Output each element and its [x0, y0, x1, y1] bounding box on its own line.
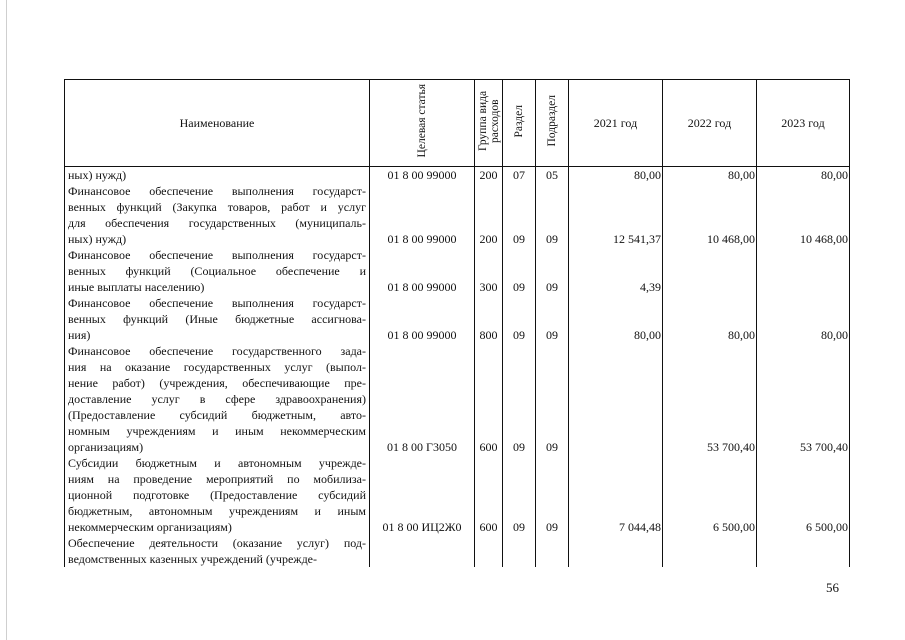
item-name-cell [65, 535, 370, 567]
target-article-cell: 01 8 00 99000 [370, 167, 475, 184]
amount-2021-cell: 12 541,37 [569, 183, 663, 247]
page-edge [6, 0, 7, 640]
amount-2023-cell [757, 535, 850, 567]
item-name-line: венных функций (Закупка товаров, работ и услуг [68, 200, 366, 214]
subsection-cell: 05 [536, 167, 569, 184]
expense-group-cell: 300 [475, 247, 503, 295]
item-name-line: для обеспечения государственных (муниципаль- [68, 216, 366, 230]
item-name-cell [65, 247, 370, 295]
budget-table [64, 79, 850, 567]
item-name-cell [65, 295, 370, 343]
target-article-cell [370, 535, 475, 567]
header-section: Раздел [503, 80, 536, 167]
section-cell: 09 [503, 455, 536, 535]
subsection-cell: 09 [536, 183, 569, 247]
section-cell: 09 [503, 183, 536, 247]
table-row [65, 455, 850, 535]
amount-2021-cell: 4,39 [569, 247, 663, 295]
amount-2022-cell: 80,00 [663, 167, 757, 184]
target-article-cell: 01 8 00 99000 [370, 183, 475, 247]
header-year-2023: 2023 год [757, 80, 850, 167]
item-name-line: Финансовое обеспечение выполнения государст- [68, 248, 366, 262]
target-article-cell: 01 8 00 Г3050 [370, 343, 475, 455]
amount-2023-cell: 80,00 [757, 295, 850, 343]
header-subsection: Подраздел [536, 80, 569, 167]
item-name-line: номным учреждениям и иным некоммерческим [68, 424, 366, 438]
table-row [65, 535, 850, 567]
amount-2023-cell: 53 700,40 [757, 343, 850, 455]
section-cell [503, 535, 536, 567]
amount-2022-cell [663, 535, 757, 567]
item-name-cell [65, 343, 370, 455]
item-name-cell [65, 167, 370, 184]
item-name-line: бюджетным, автономным учреждениям и иным [68, 504, 366, 518]
expense-group-cell: 800 [475, 295, 503, 343]
expense-group-cell [475, 535, 503, 567]
item-name-line: организациям) [68, 440, 144, 454]
item-name-line: ных) нужд) [68, 232, 127, 246]
amount-2021-cell [569, 343, 663, 455]
table-body [65, 167, 850, 568]
expense-group-cell: 600 [475, 343, 503, 455]
subsection-cell: 09 [536, 455, 569, 535]
header-year-2022: 2022 год [663, 80, 757, 167]
item-name-line: ния на оказание государственных услуг (выпол- [68, 360, 366, 374]
header-name: Наименование [65, 80, 370, 167]
item-name-line: венных функций (Иные бюджетные ассигнова- [68, 312, 366, 326]
item-name-line: Финансовое обеспечение выполнения государст- [68, 296, 366, 310]
item-name-line: венных функций (Социальное обеспечение и [68, 264, 366, 278]
amount-2021-cell: 7 044,48 [569, 455, 663, 535]
item-name-line: ниям на проведение мероприятий по мобилиза- [68, 472, 366, 486]
item-name-cell [65, 183, 370, 247]
item-name-line: ведомственных казенных учреждений (учрежде- [68, 552, 318, 566]
table-row [65, 167, 850, 184]
item-name-line: нение работ) (учреждения, обеспечивающие пре- [68, 376, 366, 390]
amount-2022-cell: 53 700,40 [663, 343, 757, 455]
amount-2023-cell: 80,00 [757, 167, 850, 184]
header-year-2021: 2021 год [569, 80, 663, 167]
header-expense-group: Группа вида расходов [475, 80, 503, 167]
amount-2022-cell: 10 468,00 [663, 183, 757, 247]
expense-group-cell: 600 [475, 455, 503, 535]
subsection-cell: 09 [536, 247, 569, 295]
section-cell: 07 [503, 167, 536, 184]
item-name-line: ния) [68, 328, 91, 342]
item-name-cell [65, 455, 370, 535]
item-name-line: Финансовое обеспечение государственного зада- [68, 344, 366, 358]
item-name-line: иные выплаты населению) [68, 280, 205, 294]
amount-2023-cell: 6 500,00 [757, 455, 850, 535]
amount-2021-cell [569, 535, 663, 567]
item-name-line: доставление услуг в сфере здравоохранения) [68, 392, 366, 406]
table-row [65, 295, 850, 343]
table-row [65, 183, 850, 247]
expense-group-cell: 200 [475, 167, 503, 184]
item-name-line: ных) нужд) [68, 168, 127, 182]
section-cell: 09 [503, 247, 536, 295]
item-name-line: (Предоставление субсидий бюджетным, авто- [68, 408, 366, 422]
target-article-cell: 01 8 00 ИЦ2Ж0 [370, 455, 475, 535]
amount-2021-cell: 80,00 [569, 167, 663, 184]
amount-2022-cell: 6 500,00 [663, 455, 757, 535]
amount-2023-cell: 10 468,00 [757, 183, 850, 247]
page-number: 56 [826, 580, 839, 595]
amount-2021-cell: 80,00 [569, 295, 663, 343]
amount-2022-cell: 80,00 [663, 295, 757, 343]
target-article-cell: 01 8 00 99000 [370, 247, 475, 295]
table-row [65, 343, 850, 455]
section-cell: 09 [503, 343, 536, 455]
item-name-line: некоммерческим организациям) [68, 520, 232, 534]
item-name-line: ционной подготовке (Предоставление субсидий [68, 488, 366, 502]
item-name-line: Субсидии бюджетным и автономным учрежде- [68, 456, 366, 470]
subsection-cell [536, 535, 569, 567]
header-target-article: Целевая статья [370, 80, 475, 167]
item-name-line: Обеспечение деятельности (оказание услуг) под- [68, 536, 366, 550]
item-name-line: Финансовое обеспечение выполнения государст- [68, 184, 366, 198]
amount-2022-cell [663, 247, 757, 295]
table-row [65, 247, 850, 295]
amount-2023-cell [757, 247, 850, 295]
subsection-cell: 09 [536, 343, 569, 455]
section-cell: 09 [503, 295, 536, 343]
target-article-cell: 01 8 00 99000 [370, 295, 475, 343]
subsection-cell: 09 [536, 295, 569, 343]
expense-group-cell: 200 [475, 183, 503, 247]
header-row [65, 80, 850, 167]
